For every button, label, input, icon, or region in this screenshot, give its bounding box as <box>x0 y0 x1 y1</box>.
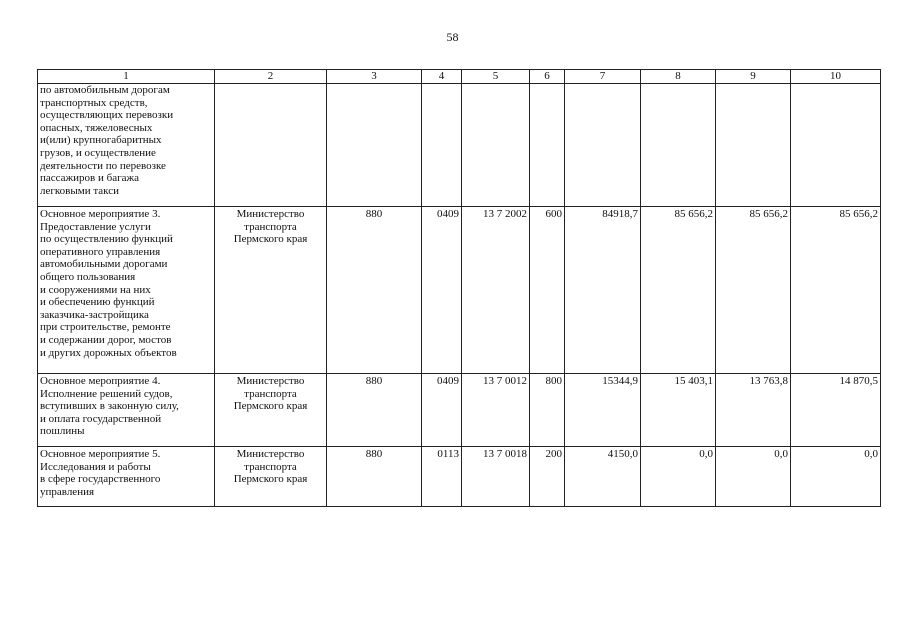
vr-cell: 600 <box>530 207 565 374</box>
column-header-3: 3 <box>327 70 422 84</box>
executor-line: Министерство <box>236 208 305 220</box>
measure-name-line: опасных, тяжеловесных <box>40 121 153 134</box>
measure-name-line: в сфере государственного <box>40 473 161 486</box>
table-row <box>38 84 881 207</box>
rzpr-cell: 0113 <box>422 447 462 507</box>
measure-name-line: заказчика-застройщика <box>40 308 149 321</box>
measure-name-line: и(или) крупногабаритных <box>40 134 162 147</box>
executor-line: Министерство <box>236 375 305 387</box>
value-cell-7: 84918,7 <box>565 207 641 374</box>
rzpr-cell: 0409 <box>422 374 462 447</box>
measure-name-line: транспортных средств, <box>40 96 148 109</box>
column-header-8: 8 <box>641 70 716 84</box>
measure-name-line: автомобильными дорогами <box>40 258 168 271</box>
executor-cell <box>215 374 327 447</box>
measure-name-line: при строительстве, ремонте <box>40 321 171 334</box>
measure-name-line: и сооружениями на них <box>40 283 151 296</box>
table-row <box>38 447 881 507</box>
vr-cell: 800 <box>530 374 565 447</box>
executor-line: транспорта <box>244 460 297 473</box>
executor-line: транспорта <box>244 387 297 400</box>
column-header-1: 1 <box>38 70 215 84</box>
measure-name-line: Исследования и работы <box>40 460 151 473</box>
measure-name-line: осуществляющих перевозки <box>40 109 174 122</box>
executor-line: Министерство <box>236 448 305 460</box>
column-header-4: 4 <box>422 70 462 84</box>
measure-name-line: деятельности по перевозке <box>40 159 166 172</box>
page-number: 58 <box>446 30 459 44</box>
value-cell-8: 0,0 <box>641 447 716 507</box>
csr-cell <box>462 84 530 207</box>
value-cell-8 <box>641 84 716 207</box>
column-header-2: 2 <box>215 70 327 84</box>
value-cell-8: 15 403,1 <box>641 374 716 447</box>
measure-name-line: и оплата государственной <box>40 412 162 425</box>
measure-name-line: Основное мероприятие 4. <box>40 375 161 387</box>
measure-name-line: управления <box>40 485 95 498</box>
csr-cell: 13 7 0012 <box>462 374 530 447</box>
measure-name-cell <box>38 84 215 207</box>
rzpr-cell <box>422 84 462 207</box>
value-cell-10: 0,0 <box>791 447 881 507</box>
grbs-cell: 880 <box>327 447 422 507</box>
column-header-5: 5 <box>462 70 530 84</box>
column-header-7: 7 <box>565 70 641 84</box>
executor-line: Пермского края <box>233 233 308 246</box>
value-cell-8: 85 656,2 <box>641 207 716 374</box>
measure-name-line: Основное мероприятие 3. <box>40 208 161 220</box>
column-header-6: 6 <box>530 70 565 84</box>
measure-name-line: вступивших в законную силу, <box>40 400 179 413</box>
value-cell-9: 0,0 <box>716 447 791 507</box>
measure-name-line: Основное мероприятие 5. <box>40 448 161 460</box>
vr-cell <box>530 84 565 207</box>
value-cell-9 <box>716 84 791 207</box>
measure-name-cell <box>38 447 215 507</box>
measure-name-line: и содержании дорог, мостов <box>40 333 172 346</box>
value-cell-7: 15344,9 <box>565 374 641 447</box>
measure-name-line: пассажиров и багажа <box>40 172 139 185</box>
value-cell-9: 13 763,8 <box>716 374 791 447</box>
executor-line: Пермского края <box>233 473 308 486</box>
column-header-10: 10 <box>791 70 881 84</box>
budget-table <box>37 69 881 507</box>
grbs-cell <box>327 84 422 207</box>
measure-name-line: оперативного управления <box>40 245 161 258</box>
measure-name-line: легковыми такси <box>40 184 120 197</box>
value-cell-10 <box>791 84 881 207</box>
value-cell-7: 4150,0 <box>565 447 641 507</box>
csr-cell: 13 7 2002 <box>462 207 530 374</box>
executor-cell <box>215 207 327 374</box>
measure-name-line: Исполнение решений судов, <box>40 387 173 400</box>
vr-cell: 200 <box>530 447 565 507</box>
measure-name-cell <box>38 374 215 447</box>
measure-name-line: общего пользования <box>40 270 136 283</box>
column-header-9: 9 <box>716 70 791 84</box>
measure-name-cell <box>38 207 215 374</box>
header-row <box>38 70 881 84</box>
measure-name-line: пошлины <box>40 425 85 438</box>
value-cell-9: 85 656,2 <box>716 207 791 374</box>
grbs-cell: 880 <box>327 207 422 374</box>
value-cell-10: 85 656,2 <box>791 207 881 374</box>
table-row <box>38 207 881 374</box>
rzpr-cell: 0409 <box>422 207 462 374</box>
value-cell-7 <box>565 84 641 207</box>
grbs-cell: 880 <box>327 374 422 447</box>
measure-name-line: по автомобильным дорогам <box>40 84 170 96</box>
measure-name-line: и других дорожных объектов <box>40 346 177 359</box>
measure-name-line: по осуществлению функций <box>40 233 173 246</box>
measure-name-line: грузов, и осуществление <box>40 146 156 159</box>
executor-cell <box>215 84 327 207</box>
executor-line: Пермского края <box>233 400 308 413</box>
csr-cell: 13 7 0018 <box>462 447 530 507</box>
executor-line: транспорта <box>244 220 297 233</box>
table-row <box>38 374 881 447</box>
executor-cell <box>215 447 327 507</box>
value-cell-10: 14 870,5 <box>791 374 881 447</box>
measure-name-line: Предоставление услуги <box>40 220 151 233</box>
measure-name-line: и обеспечению функций <box>40 296 155 309</box>
